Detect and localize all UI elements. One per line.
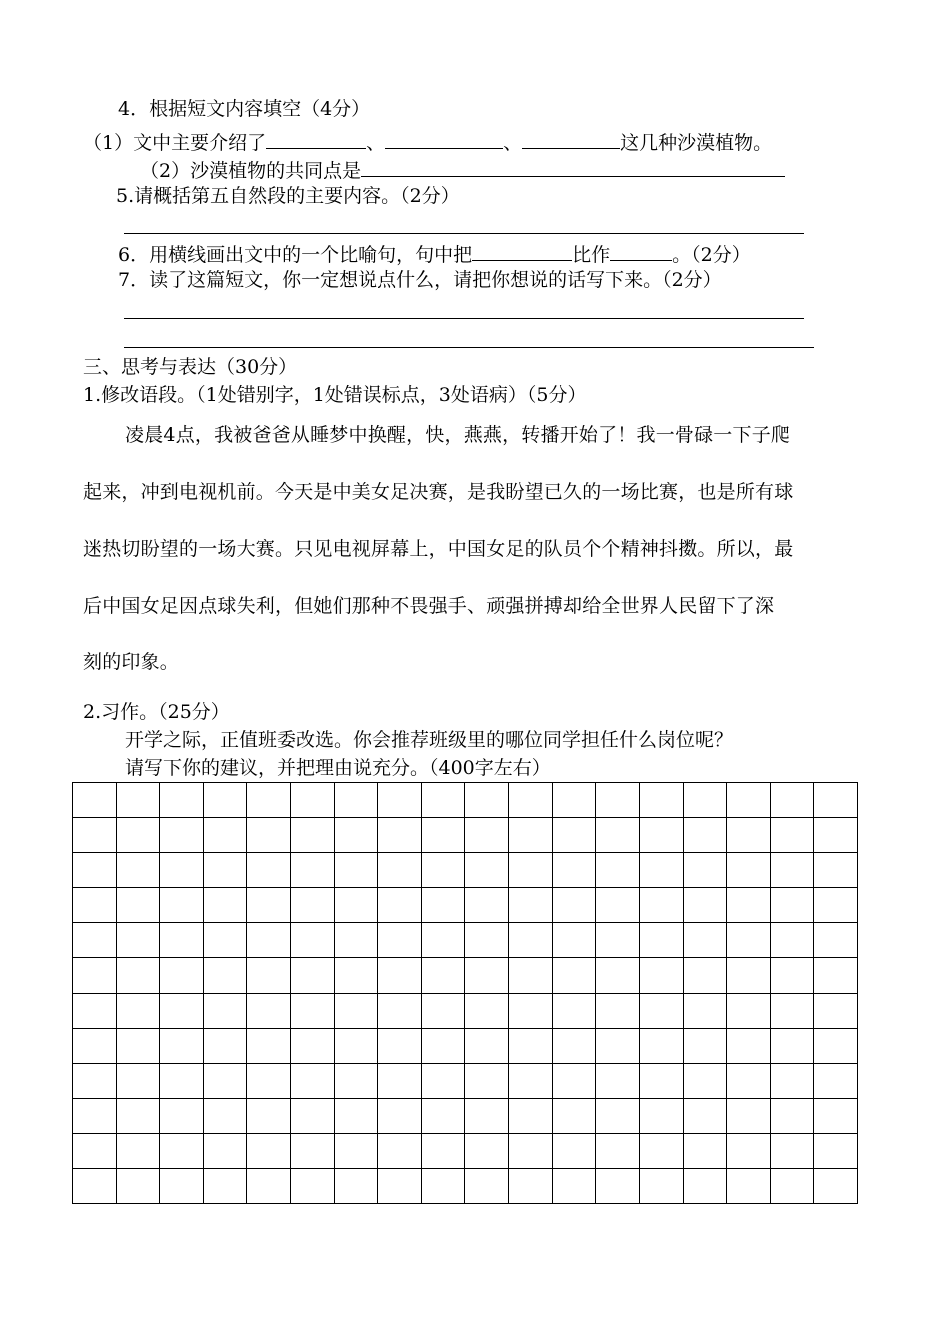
grid-cell[interactable] [465, 888, 509, 923]
grid-cell[interactable] [291, 923, 335, 958]
q6-suffix: 。（2分） [672, 244, 751, 266]
grid-cell[interactable] [727, 1169, 771, 1204]
grid-cell[interactable] [553, 853, 597, 888]
grid-cell[interactable] [684, 853, 728, 888]
paragraph-line-4: 后中国女足因点球失利，但她们那种不畏强手、顽强拼搏却给全世界人民留下了深 [83, 595, 775, 617]
grid-cell[interactable] [596, 1099, 640, 1134]
grid-cell[interactable] [553, 1029, 597, 1064]
grid-cell[interactable] [727, 923, 771, 958]
grid-row [73, 923, 858, 958]
grid-cell[interactable] [335, 1134, 379, 1169]
grid-cell[interactable] [422, 1064, 466, 1099]
grid-cell[interactable] [596, 888, 640, 923]
grid-cell[interactable] [291, 853, 335, 888]
grid-cell[interactable] [378, 1099, 422, 1134]
part3-heading: 三、思考与表达（30分） [83, 356, 298, 378]
grid-cell[interactable] [247, 1169, 291, 1204]
grid-cell[interactable] [684, 783, 728, 818]
grid-cell[interactable] [465, 958, 509, 993]
grid-cell[interactable] [771, 1169, 815, 1204]
grid-cell[interactable] [771, 994, 815, 1029]
grid-cell[interactable] [465, 783, 509, 818]
grid-cell[interactable] [73, 783, 117, 818]
q4-sub1-prefix: （1）文中主要介绍了 [83, 132, 267, 154]
grid-cell[interactable] [684, 1134, 728, 1169]
grid-cell[interactable] [204, 1134, 248, 1169]
grid-cell[interactable] [814, 1064, 858, 1099]
grid-cell[interactable] [160, 1064, 204, 1099]
grid-cell[interactable] [771, 1029, 815, 1064]
grid-row [73, 958, 858, 993]
grid-cell[interactable] [640, 1099, 684, 1134]
grid-cell[interactable] [640, 888, 684, 923]
grid-cell[interactable] [204, 888, 248, 923]
grid-cell[interactable] [814, 923, 858, 958]
grid-cell[interactable] [640, 994, 684, 1029]
grid-cell[interactable] [160, 994, 204, 1029]
grid-cell[interactable] [117, 783, 161, 818]
grid-cell[interactable] [684, 818, 728, 853]
q4-sub1 [83, 128, 772, 155]
grid-cell[interactable] [204, 923, 248, 958]
grid-cell[interactable] [247, 1134, 291, 1169]
q7-title: 7．读了这篇短文，你一定想说点什么，请把你想说的话写下来。（2分） [118, 269, 722, 291]
grid-cell[interactable] [204, 958, 248, 993]
grid-cell[interactable] [596, 1134, 640, 1169]
grid-cell[interactable] [422, 1029, 466, 1064]
grid-cell[interactable] [640, 1029, 684, 1064]
grid-cell[interactable] [727, 958, 771, 993]
grid-cell[interactable] [160, 888, 204, 923]
grid-cell[interactable] [291, 1029, 335, 1064]
paragraph-line-5: 刻的印象。 [83, 651, 180, 673]
q7-answer-line-1[interactable] [124, 318, 804, 319]
grid-cell[interactable] [247, 853, 291, 888]
part3-q2-title: 2.习作。（25分） [83, 701, 230, 723]
grid-cell[interactable] [727, 888, 771, 923]
grid-cell[interactable] [509, 818, 553, 853]
grid-cell[interactable] [117, 1134, 161, 1169]
grid-cell[interactable] [73, 1099, 117, 1134]
grid-cell[interactable] [247, 994, 291, 1029]
grid-cell[interactable] [727, 994, 771, 1029]
grid-cell[interactable] [814, 1099, 858, 1134]
grid-cell[interactable] [378, 958, 422, 993]
grid-cell[interactable] [378, 923, 422, 958]
grid-row [73, 1169, 858, 1204]
q6-middle: 比作 [572, 244, 611, 266]
grid-cell[interactable] [204, 783, 248, 818]
grid-cell[interactable] [73, 923, 117, 958]
grid-cell[interactable] [509, 1169, 553, 1204]
grid-cell[interactable] [553, 1169, 597, 1204]
grid-cell[interactable] [465, 1029, 509, 1064]
grid-cell[interactable] [509, 923, 553, 958]
grid-cell[interactable] [509, 1099, 553, 1134]
grid-cell[interactable] [204, 994, 248, 1029]
grid-cell[interactable] [378, 994, 422, 1029]
grid-cell[interactable] [378, 853, 422, 888]
grid-cell[interactable] [378, 1169, 422, 1204]
grid-row [73, 1099, 858, 1134]
grid-cell[interactable] [465, 1099, 509, 1134]
grid-cell[interactable] [640, 923, 684, 958]
q4-sub1-sep2: 、 [503, 132, 523, 154]
grid-cell[interactable] [422, 853, 466, 888]
grid-cell[interactable] [727, 1064, 771, 1099]
grid-cell[interactable] [160, 1134, 204, 1169]
grid-cell[interactable] [684, 1029, 728, 1064]
grid-cell[interactable] [684, 1064, 728, 1099]
grid-cell[interactable] [73, 994, 117, 1029]
grid-cell[interactable] [422, 1099, 466, 1134]
grid-cell[interactable] [247, 958, 291, 993]
grid-cell[interactable] [378, 888, 422, 923]
grid-cell[interactable] [204, 1029, 248, 1064]
grid-cell[interactable] [291, 818, 335, 853]
q4-sub1-sep1: 、 [366, 132, 386, 154]
grid-cell[interactable] [727, 1134, 771, 1169]
grid-row [73, 853, 858, 888]
grid-cell[interactable] [684, 958, 728, 993]
grid-cell[interactable] [553, 818, 597, 853]
grid-cell[interactable] [771, 888, 815, 923]
grid-cell[interactable] [640, 958, 684, 993]
grid-cell[interactable] [596, 853, 640, 888]
grid-cell[interactable] [247, 888, 291, 923]
grid-row [73, 888, 858, 923]
grid-cell[interactable] [247, 818, 291, 853]
grid-cell[interactable] [160, 923, 204, 958]
paragraph-line-3: 迷热切盼望的一场大赛。只见电视屏幕上，中国女足的队员个个精神抖擞。所以，最 [83, 538, 794, 560]
grid-cell[interactable] [727, 818, 771, 853]
grid-cell[interactable] [640, 783, 684, 818]
grid-cell[interactable] [596, 958, 640, 993]
grid-cell[interactable] [596, 1169, 640, 1204]
grid-cell[interactable] [465, 994, 509, 1029]
grid-cell[interactable] [727, 1029, 771, 1064]
grid-cell[interactable] [465, 1134, 509, 1169]
grid-cell[interactable] [771, 818, 815, 853]
grid-cell[interactable] [465, 923, 509, 958]
grid-cell[interactable] [73, 818, 117, 853]
grid-cell[interactable] [422, 958, 466, 993]
grid-cell[interactable] [247, 1099, 291, 1134]
grid-cell[interactable] [335, 1029, 379, 1064]
grid-cell[interactable] [553, 923, 597, 958]
grid-cell[interactable] [378, 783, 422, 818]
grid-cell[interactable] [684, 994, 728, 1029]
grid-cell[interactable] [73, 1169, 117, 1204]
grid-cell[interactable] [335, 923, 379, 958]
grid-cell[interactable] [378, 1029, 422, 1064]
grid-cell[interactable] [814, 783, 858, 818]
grid-cell[interactable] [465, 818, 509, 853]
grid-cell[interactable] [378, 1064, 422, 1099]
q4-blank-plant2[interactable] [385, 128, 503, 149]
grid-row [73, 994, 858, 1029]
grid-cell[interactable] [727, 783, 771, 818]
grid-cell[interactable] [73, 1029, 117, 1064]
grid-cell[interactable] [596, 994, 640, 1029]
grid-cell[interactable] [117, 1169, 161, 1204]
grid-cell[interactable] [640, 818, 684, 853]
grid-cell[interactable] [117, 1029, 161, 1064]
grid-cell[interactable] [814, 1169, 858, 1204]
grid-cell[interactable] [335, 888, 379, 923]
grid-cell[interactable] [335, 818, 379, 853]
grid-cell[interactable] [247, 923, 291, 958]
paragraph-line-2: 起来，冲到电视机前。今天是中美女足决赛，是我盼望已久的一场比赛，也是所有球 [83, 481, 794, 503]
grid-cell[interactable] [596, 783, 640, 818]
grid-cell[interactable] [814, 888, 858, 923]
grid-cell[interactable] [335, 853, 379, 888]
grid-cell[interactable] [291, 783, 335, 818]
q4-blank-plant3[interactable] [522, 128, 620, 149]
grid-cell[interactable] [422, 1134, 466, 1169]
grid-cell[interactable] [204, 818, 248, 853]
grid-cell[interactable] [291, 1134, 335, 1169]
grid-cell[interactable] [335, 783, 379, 818]
q6-blank-subject[interactable] [472, 240, 572, 261]
grid-cell[interactable] [640, 853, 684, 888]
grid-cell[interactable] [684, 888, 728, 923]
grid-cell[interactable] [291, 958, 335, 993]
grid-cell[interactable] [335, 994, 379, 1029]
grid-cell[interactable] [117, 994, 161, 1029]
grid-cell[interactable] [291, 1169, 335, 1204]
grid-cell[interactable] [727, 1099, 771, 1134]
grid-cell[interactable] [553, 994, 597, 1029]
grid-cell[interactable] [117, 818, 161, 853]
grid-cell[interactable] [73, 1064, 117, 1099]
grid-cell[interactable] [247, 1029, 291, 1064]
grid-cell[interactable] [378, 1134, 422, 1169]
grid-cell[interactable] [204, 1099, 248, 1134]
q4-sub1-suffix: 这几种沙漠植物。 [620, 132, 773, 154]
grid-cell[interactable] [422, 994, 466, 1029]
grid-cell[interactable] [335, 958, 379, 993]
q4-sub2 [140, 156, 785, 183]
grid-cell[interactable] [160, 853, 204, 888]
grid-cell[interactable] [160, 1029, 204, 1064]
grid-cell[interactable] [596, 818, 640, 853]
grid-cell[interactable] [73, 1134, 117, 1169]
grid-row [73, 818, 858, 853]
part3-q1-title: 1.修改语段。（1处错别字，1处错误标点，3处语病）（5分） [83, 384, 587, 406]
grid-cell[interactable] [73, 888, 117, 923]
grid-cell[interactable] [596, 1029, 640, 1064]
grid-cell[interactable] [596, 1064, 640, 1099]
grid-cell[interactable] [247, 1064, 291, 1099]
q2-prompt-line-2: 请写下你的建议，并把理由说充分。（400字左右） [125, 757, 551, 779]
q7-answer-line-2[interactable] [124, 347, 814, 348]
grid-cell[interactable] [509, 1029, 553, 1064]
grid-row [73, 1134, 858, 1169]
grid-cell[interactable] [814, 1029, 858, 1064]
grid-cell[interactable] [422, 818, 466, 853]
grid-cell[interactable] [814, 1134, 858, 1169]
grid-cell[interactable] [117, 958, 161, 993]
grid-cell[interactable] [160, 1099, 204, 1134]
grid-cell[interactable] [291, 1064, 335, 1099]
q4-blank-plant1[interactable] [266, 128, 366, 149]
grid-cell[interactable] [335, 1064, 379, 1099]
grid-cell[interactable] [247, 783, 291, 818]
grid-cell[interactable] [814, 818, 858, 853]
grid-cell[interactable] [771, 853, 815, 888]
grid-cell[interactable] [684, 1169, 728, 1204]
grid-cell[interactable] [117, 923, 161, 958]
q6-blank-object[interactable] [610, 240, 672, 261]
grid-cell[interactable] [640, 1169, 684, 1204]
q5-answer-line[interactable] [124, 233, 804, 234]
grid-cell[interactable] [422, 888, 466, 923]
grid-cell[interactable] [509, 1134, 553, 1169]
grid-cell[interactable] [465, 1064, 509, 1099]
grid-cell[interactable] [335, 1169, 379, 1204]
grid-cell[interactable] [771, 958, 815, 993]
grid-cell[interactable] [509, 994, 553, 1029]
grid-cell[interactable] [553, 1064, 597, 1099]
grid-cell[interactable] [814, 994, 858, 1029]
grid-cell[interactable] [378, 818, 422, 853]
grid-cell[interactable] [553, 1099, 597, 1134]
grid-row [73, 783, 858, 818]
grid-cell[interactable] [814, 958, 858, 993]
grid-cell[interactable] [553, 958, 597, 993]
grid-cell[interactable] [465, 1169, 509, 1204]
grid-cell[interactable] [335, 1099, 379, 1134]
grid-cell[interactable] [160, 783, 204, 818]
q4-sub2-prefix: （2）沙漠植物的共同点是 [140, 160, 362, 182]
q5-title: 5.请概括第五自然段的主要内容。（2分） [116, 185, 460, 207]
grid-cell[interactable] [422, 923, 466, 958]
grid-cell[interactable] [684, 923, 728, 958]
grid-cell[interactable] [160, 818, 204, 853]
grid-cell[interactable] [291, 1099, 335, 1134]
grid-cell[interactable] [204, 1064, 248, 1099]
grid-cell[interactable] [422, 783, 466, 818]
grid-cell[interactable] [465, 853, 509, 888]
grid-cell[interactable] [160, 958, 204, 993]
grid-cell[interactable] [814, 853, 858, 888]
grid-cell[interactable] [291, 888, 335, 923]
grid-cell[interactable] [117, 888, 161, 923]
grid-cell[interactable] [553, 1134, 597, 1169]
grid-cell[interactable] [291, 994, 335, 1029]
grid-cell[interactable] [73, 958, 117, 993]
grid-cell[interactable] [117, 853, 161, 888]
grid-cell[interactable] [684, 1099, 728, 1134]
grid-cell[interactable] [727, 853, 771, 888]
grid-cell[interactable] [117, 1064, 161, 1099]
q2-prompt-line-1: 开学之际，正值班委改选。你会推荐班级里的哪位同学担任什么岗位呢？ [125, 729, 734, 751]
grid-cell[interactable] [160, 1169, 204, 1204]
grid-cell[interactable] [204, 1169, 248, 1204]
grid-row [73, 1064, 858, 1099]
grid-cell[interactable] [509, 853, 553, 888]
grid-cell[interactable] [640, 1134, 684, 1169]
grid-cell[interactable] [596, 923, 640, 958]
grid-cell[interactable] [553, 888, 597, 923]
q6-prefix: 6．用横线画出文中的一个比喻句，句中把 [118, 244, 473, 266]
grid-row [73, 1029, 858, 1064]
grid-cell[interactable] [771, 923, 815, 958]
grid-cell[interactable] [771, 1099, 815, 1134]
composition-grid[interactable] [72, 782, 858, 1204]
grid-cell[interactable] [73, 853, 117, 888]
grid-cell[interactable] [509, 888, 553, 923]
grid-cell[interactable] [553, 783, 597, 818]
grid-cell[interactable] [640, 1064, 684, 1099]
q6 [118, 240, 751, 267]
grid-cell[interactable] [771, 783, 815, 818]
paragraph-line-1: 凌晨4点，我被爸爸从睡梦中换醒，快，燕燕，转播开始了！我一骨碌一下子爬 [125, 424, 791, 446]
grid-cell[interactable] [509, 783, 553, 818]
grid-cell[interactable] [771, 1064, 815, 1099]
grid-cell[interactable] [509, 1064, 553, 1099]
grid-cell[interactable] [422, 1169, 466, 1204]
grid-cell[interactable] [117, 1099, 161, 1134]
grid-cell[interactable] [509, 958, 553, 993]
grid-cell[interactable] [771, 1134, 815, 1169]
q4-title: 4．根据短文内容填空（4分） [118, 98, 371, 120]
q4-blank-common-point[interactable] [361, 156, 785, 177]
grid-cell[interactable] [204, 853, 248, 888]
